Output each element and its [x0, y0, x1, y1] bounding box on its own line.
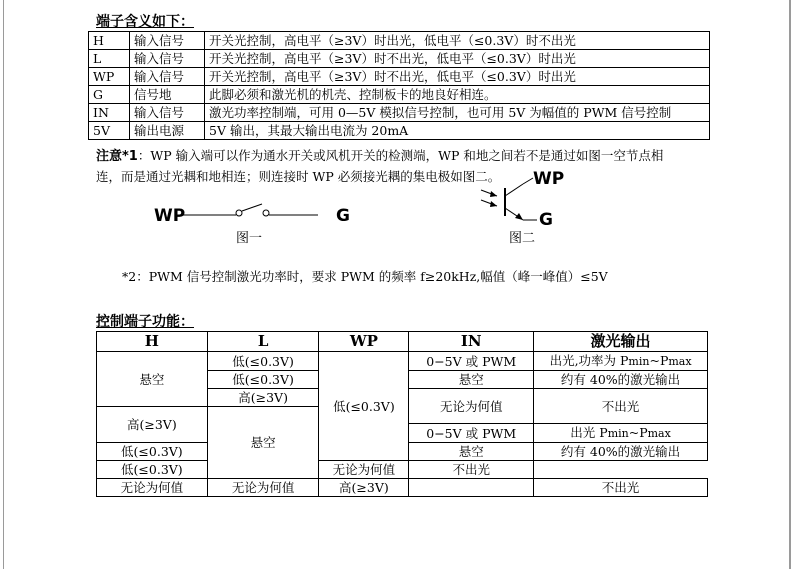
figure-2-optocoupler-diagram — [475, 164, 585, 248]
terminal-description: 开关光控制，高电平（≥3V）时出光，低电平（≤0.3V）时不出光 — [205, 32, 710, 50]
terminal-description: 5V 输出，其最大输出电流为 20mA — [205, 122, 710, 140]
switch-contact-right — [263, 210, 269, 216]
terminal-row — [89, 32, 710, 50]
in-floating: 悬空 — [409, 443, 534, 461]
h-high: 高(≥3V) — [97, 407, 208, 443]
wp-low: 低(≤0.3V) — [319, 352, 409, 461]
l-any: 无论为何值 — [207, 479, 319, 497]
terminal-code: 5V — [89, 122, 130, 140]
section-title-control: 控制端子功能： — [96, 314, 194, 330]
output-none: 不出光 — [534, 479, 708, 497]
output-40-percent: 约有 40%的激光输出 — [534, 443, 708, 461]
l-low: 低(≤0.3V) — [207, 352, 319, 371]
terminal-type: 信号地 — [130, 86, 205, 104]
note-1-text-line1: ：WP 输入端可以作为通水开关或风机开关的检测端，WP 和地之间若不是通过如图一空节点相 — [137, 148, 664, 163]
terminal-row — [89, 122, 710, 140]
fig1-g-label: G — [336, 206, 350, 226]
in-pwm: 0−5V 或 PWM — [409, 352, 534, 371]
terminal-description: 开关光控制，高电平（≥3V）时不出光，低电平（≤0.3V）时出光 — [205, 50, 710, 68]
l-floating: 悬空 — [207, 407, 319, 479]
output-power: 出光,功率为 Pmin~Pmax — [534, 352, 708, 371]
terminal-row — [89, 104, 710, 122]
terminal-code: L — [89, 50, 130, 68]
terminal-code: IN — [89, 104, 130, 122]
switch-blade — [242, 204, 262, 211]
terminal-type: 输出电源 — [130, 122, 205, 140]
control-function-table — [96, 331, 708, 497]
note-1-text-line2: 连，而是通过光耦和地相连；则连接时 WP 必须接光耦的集电极如图二。 — [96, 169, 501, 184]
in-pwm: 0−5V 或 PWM — [409, 424, 534, 443]
terminal-description: 激光功率控制端，可用 0—5V 模拟信号控制，也可用 5V 为幅值的 PWM 信号控制 — [205, 104, 710, 122]
output-none: 不出光 — [534, 389, 708, 424]
terminal-description: 开关光控制，高电平（≥3V）时不出光，低电平（≤0.3V）时出光 — [205, 68, 710, 86]
terminal-code: WP — [89, 68, 130, 86]
wp-high: 高(≥3V) — [319, 479, 409, 497]
h-low: 低(≤0.3V) — [97, 461, 208, 479]
output-none: 不出光 — [409, 461, 534, 479]
page-right-border — [789, 0, 791, 569]
l-high: 高(≥3V) — [207, 389, 319, 407]
terminal-definition-table — [88, 31, 710, 140]
terminal-code: G — [89, 86, 130, 104]
h-low: 低(≤0.3V) — [97, 443, 208, 461]
note-1-label: 注意*1 — [96, 149, 138, 164]
header-h: H — [97, 332, 208, 352]
in-any: 无论为何值 — [409, 389, 534, 424]
header-in: IN — [409, 332, 534, 352]
terminal-type: 输入信号 — [130, 68, 205, 86]
header-l: L — [207, 332, 319, 352]
page-left-border — [3, 0, 4, 569]
terminal-type: 输入信号 — [130, 50, 205, 68]
header-laser-output: 激光输出 — [534, 332, 708, 352]
fig2-wp-label: WP — [533, 169, 565, 189]
l-low: 低(≤0.3V) — [207, 371, 319, 389]
h-any: 无论为何值 — [97, 479, 208, 497]
in-any: 无论为何值 — [319, 461, 409, 479]
figure-1-switch-diagram — [150, 196, 360, 248]
output-power: 出光 Pmin~Pmax — [534, 424, 708, 443]
h-floating: 悬空 — [97, 352, 208, 407]
terminal-type: 输入信号 — [130, 32, 205, 50]
terminal-row — [89, 50, 710, 68]
switch-contact-left — [236, 210, 242, 216]
header-wp: WP — [319, 332, 409, 352]
fig2-g-label: G — [539, 210, 553, 230]
fig1-wp-label: WP — [154, 206, 186, 226]
terminal-code: H — [89, 32, 130, 50]
in-floating: 悬空 — [409, 371, 534, 389]
fig2-caption: 图二 — [509, 231, 536, 246]
note-2: *2：PWM 信号控制激光功率时，要求 PWM 的频率 f≥20kHz,幅值（峰一峰值）≤5V — [122, 269, 608, 284]
output-40-percent: 约有 40%的激光输出 — [534, 371, 708, 389]
fig1-caption: 图一 — [236, 231, 263, 246]
in-empty — [409, 479, 534, 497]
terminal-description: 此脚必须和激光机的机壳、控制板卡的地良好相连。 — [205, 86, 710, 104]
terminal-row — [89, 68, 710, 86]
header-row — [97, 332, 708, 352]
terminal-row — [89, 86, 710, 104]
section-title-terminals: 端子含义如下： — [96, 14, 194, 30]
terminal-type: 输入信号 — [130, 104, 205, 122]
